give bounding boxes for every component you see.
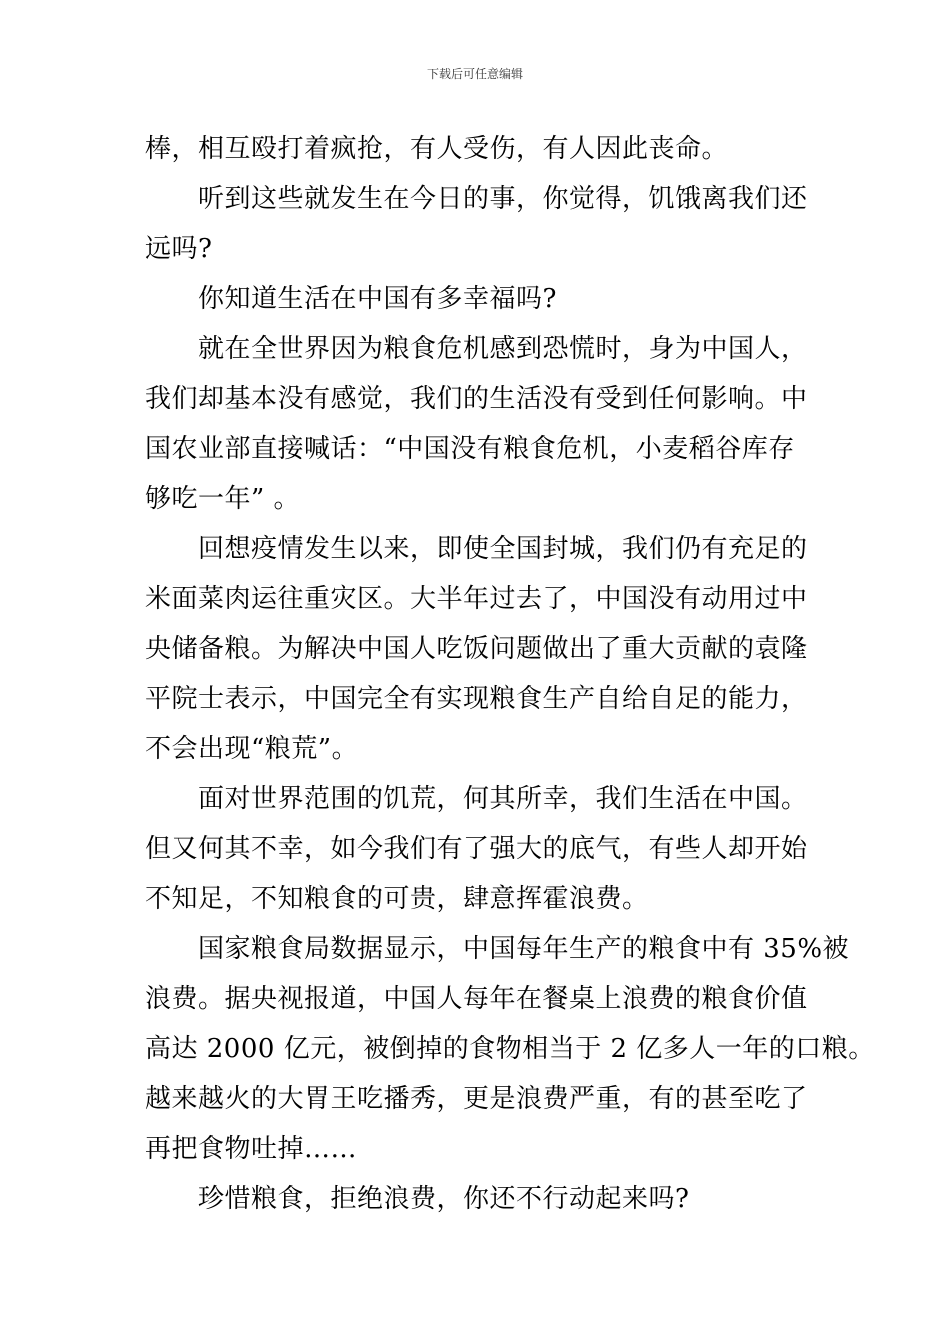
text-line: 珍惜粮食，拒绝浪费，你还不行动起来吗? — [198, 1184, 690, 1214]
text-line: 听到这些就发生在今日的事，你觉得，饥饿离我们还 — [198, 184, 808, 214]
text-line: 央储备粮。为解决中国人吃饭问题做出了重大贡献的袁隆 — [145, 634, 808, 664]
text-line: 远吗? — [145, 234, 213, 264]
text-line: 不会出现“粮荒”。 — [145, 734, 359, 764]
text-line: 棒，相互殴打着疯抢，有人受伤，有人因此丧命。 — [145, 134, 729, 164]
text-line: 国农业部直接喊话：“中国没有粮食危机，小麦稻谷库存 — [145, 434, 795, 464]
text-line: 越来越火的大胃王吃播秀，更是浪费严重，有的甚至吃了 — [145, 1084, 808, 1114]
text-line: 但又何其不幸，如今我们有了强大的底气，有些人却开始 — [145, 834, 808, 864]
text-line: 你知道生活在中国有多幸福吗? — [198, 284, 557, 314]
text-line: 米面菜肉运往重灾区。大半年过去了，中国没有动用过中 — [145, 584, 808, 614]
text-line: 高达 2000 亿元，被倒掉的食物相当于 2 亿多人一年的口粮。 — [145, 1034, 875, 1064]
page-header: 下载后可任意编辑 — [426, 67, 523, 81]
text-line: 浪费。据央视报道，中国人每年在餐桌上浪费的粮食价值 — [145, 984, 808, 1014]
text-line: 我们却基本没有感觉，我们的生活没有受到任何影响。中 — [145, 384, 808, 414]
text-line: 平院士表示，中国完全有实现粮食生产自给自足的能力， — [145, 684, 808, 714]
text-line: 面对世界范围的饥荒，何其所幸，我们生活在中国。 — [198, 784, 808, 814]
text-line: 不知足，不知粮食的可贵，肆意挥霍浪费。 — [145, 884, 649, 914]
text-line: 国家粮食局数据显示，中国每年生产的粮食中有 35%被 — [198, 934, 850, 964]
text-line: 回想疫情发生以来，即使全国封城，我们仍有充足的 — [198, 534, 808, 564]
text-line: 够吃一年” 。 — [145, 484, 301, 514]
document-body — [145, 124, 875, 1224]
text-line: 就在全世界因为粮食危机感到恐慌时，身为中国人， — [198, 334, 808, 364]
text-line: 再把食物吐掉…… — [145, 1134, 358, 1164]
